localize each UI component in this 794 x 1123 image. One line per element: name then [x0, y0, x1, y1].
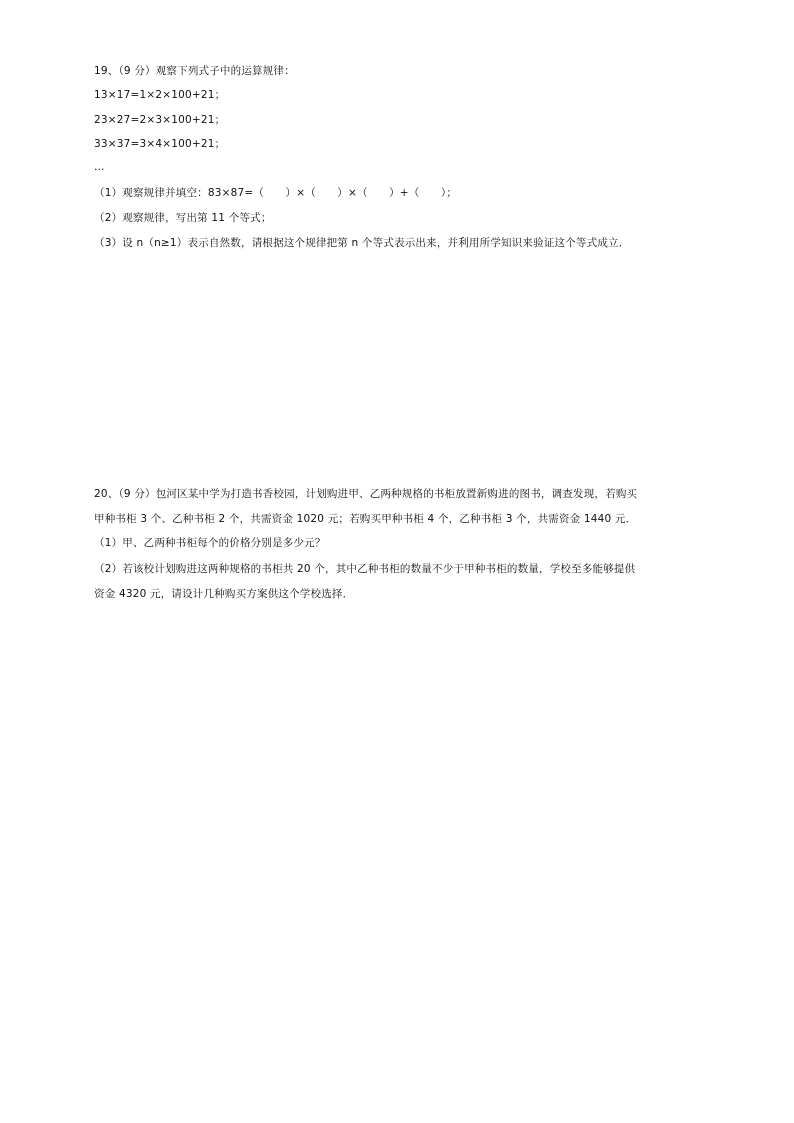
question-20-stem-line-1: 20、（9 分）包河区某中学为打造书香校园，计划购进甲、乙两种规格的书柜放置新购进的图书，调查发现，若购买 — [94, 488, 638, 500]
equation-3: 33×37=3×4×100+21； — [94, 138, 226, 150]
question-20-part-1: （1）甲、乙两种书柜每个的价格分别是多少元？ — [94, 537, 326, 549]
question-20-stem-line-2: 甲种书柜 3 个、乙种书柜 2 个，共需资金 1020 元；若购买甲种书柜 4 个，乙种书柜 3 个，共需资金 1440 元． — [94, 513, 637, 525]
question-20-part-2-line-1: （2）若该校计划购进这两种规格的书柜共 20 个，其中乙种书柜的数量不少于甲种书柜的数量，学校至多能够提供 — [94, 563, 636, 575]
question-20-part-2-line-2: 资金 4320 元，请设计几种购买方案供这个学校选择． — [94, 588, 354, 600]
ellipsis: … — [94, 161, 105, 173]
question-19-part-2: （2）观察规律，写出第 11 个等式； — [94, 212, 272, 224]
question-19-part-1: （1）观察规律并填空：83×87=（ ）×（ ）×（ ）+（ ）； — [94, 187, 458, 199]
equation-2: 23×27=2×3×100+21； — [94, 114, 226, 126]
equation-1: 13×17=1×2×100+21； — [94, 89, 226, 101]
question-19-title: 19、（9 分）观察下列式子中的运算规律： — [94, 65, 295, 77]
question-19-part-3: （3）设 n（n≥1）表示自然数，请根据这个规律把第 n 个等式表示出来，并利用所学知识来验证这个等式成立． — [94, 237, 630, 249]
